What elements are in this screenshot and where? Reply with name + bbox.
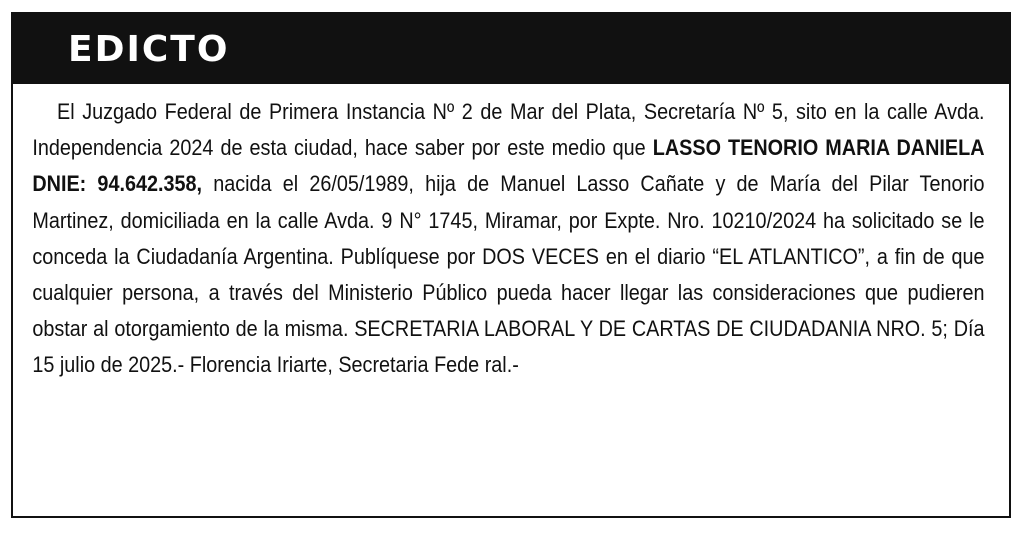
notice-header xyxy=(13,14,1009,84)
notice-title: EDICTO xyxy=(68,28,230,70)
notice-intro: El Juzgado Federal de Primera Instancia Nº 2 de Mar del Plata, Secretaría Nº 5, sito en la calle Avda. Independencia 2024 de esta ciudad, hace saber por este medio que xyxy=(32,99,985,161)
notice-person: LASSO TENORIO MARIA DANIELA DNIE: 94.642.358, xyxy=(32,135,985,197)
notice-body xyxy=(13,84,1004,384)
edict-notice-box xyxy=(11,12,1011,518)
notice-rest: nacida el 26/05/1989, hija de Manuel Lasso Cañate y de María del Pilar Tenorio Martinez, domiciliada en la calle Avda. 9 N° 1745, Miramar, por Expte. Nro. 10210/2024 ha solicitado se le conceda la Ciudadanía Argentina. Publíquese por DOS VECES en el diario “EL ATLANTICO”, a fin de que cualquier persona, a través del Ministerio Público pueda hacer llegar las consideraciones que pudieren obstar al otorgamiento de la misma. SECRETARIA LABORAL Y DE CARTAS DE CIUDADANIA NRO. 5; Día 15 julio de 2025.- Florencia Iriarte, Secretaria Fede ral.- xyxy=(32,171,985,378)
